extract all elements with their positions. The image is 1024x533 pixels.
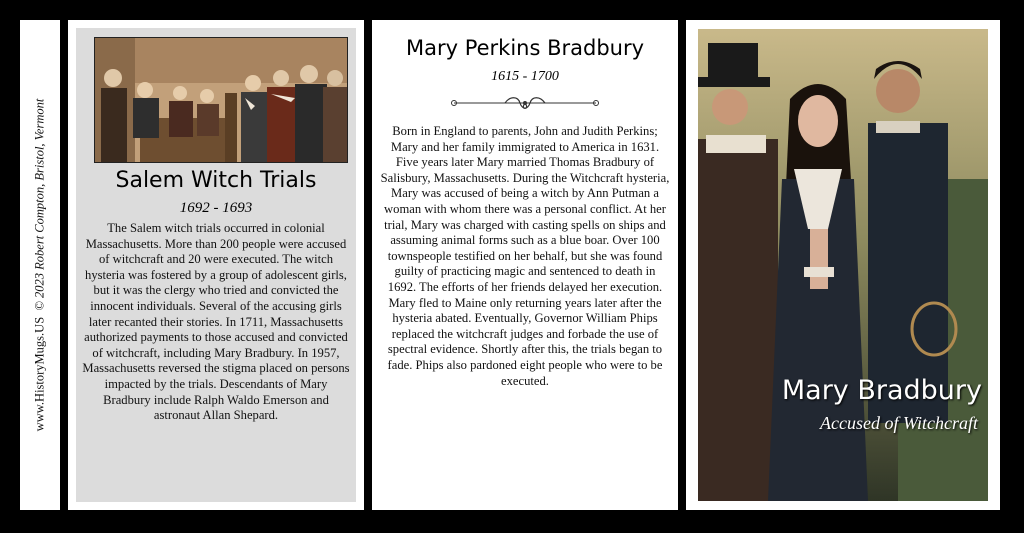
biography-card [372, 20, 678, 510]
card1-body-text: The Salem witch trials occurred in colonial Massachusetts. More than 200 people were accused of witchcraft and 20 were executed. The witch hysteria was fostered by a group of adolescent girls, but it was the clergy who tried and convicted the innocent individuals. Several of the accusing girls later recanted their stories. In 1711, Massachusetts authorized payments to those accused and convicted of witchcraft, including Mary Bradbury. In 1957, Massachusetts reversed the stigma placed on persons impacted by the trials. Descendants of Mary Bradbury include Ralph Waldo Emerson and astronaut Allan Shepard. [82, 221, 350, 423]
scroll-ornament-icon [450, 95, 600, 111]
portrait-card [686, 20, 1000, 510]
copyright-notice: © 2023 Robert Compton, Bristol, Vermont [32, 98, 47, 311]
portrait-name: Mary Bradbury [781, 375, 982, 406]
card2-body-text: Born in England to parents, John and Judith Perkins; Mary and her family immigrated to America in 1631. Five years later Mary married Thomas Bradbury of Salisbury, Massachusetts. During the Witchcraft hysteria, Mary was accused of being a witch by Ann Putman a woman with whom there was a personal conflict. At her trial, Mary was charged with casting spells on ships and assuming animal forms such as a blue boar. Over 100 townspeople testified on her behalf, but she was found guilty of practicing magic and sentenced to death in 1692. The efforts of her friends delayed her execution. Mary fled to Maine only returning years later after the hysteria abated. Eventually, Governor William Phips replaced the witchcraft judges and forbade the use of spectral evidence. Shortly after this, the trials began to fade. Phips also pardoned eight people who were to be executed. [380, 124, 670, 388]
card2-title: Mary Perkins Bradbury [405, 36, 645, 60]
website-url: www.HistoryMugs.US [32, 316, 47, 432]
salem-trials-card-inner [76, 28, 356, 502]
card1-dates: 1692 - 1693 [179, 200, 253, 216]
card1-title: Salem Witch Trials [115, 168, 317, 193]
portrait-subtitle: Accused of Witchcraft [820, 413, 978, 433]
salem-trials-card [68, 20, 364, 510]
spine-credit [33, 99, 48, 432]
spine-panel [20, 20, 60, 510]
courtroom-illustration [94, 37, 348, 163]
card2-dates: 1615 - 1700 [491, 69, 559, 84]
